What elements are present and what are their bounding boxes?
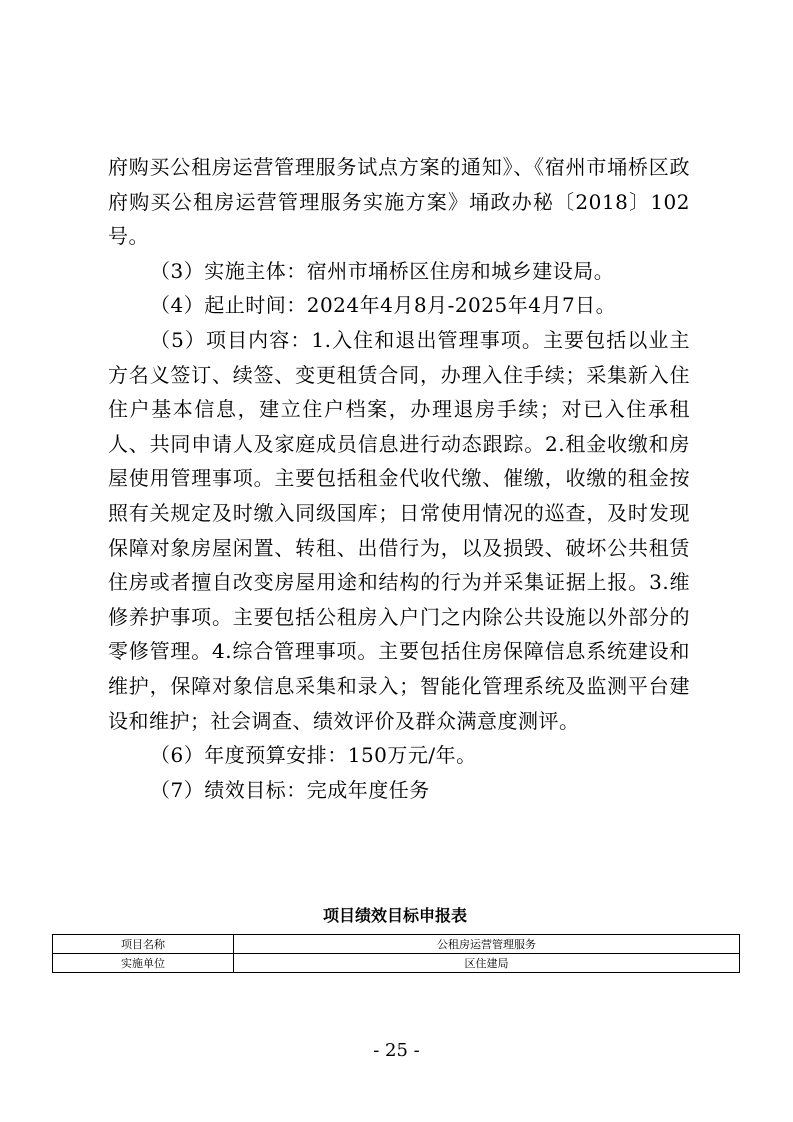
table-cell-value: 公租房运营管理服务 <box>234 935 740 954</box>
page-number: - 25 - <box>373 1040 420 1061</box>
paragraph-budget: （6）年度预算安排：150万元/年。 <box>150 743 477 768</box>
table-cell-value: 区住建局 <box>234 954 740 973</box>
paragraph-continuation: 府购买公租房运营管理服务试点方案的通知》、《宿州市埇桥区政府购买公租房运营管理服务实施方案》埇政办秘〔2018〕102号。 <box>108 155 690 249</box>
paragraph-implementing-body: （3）实施主体：宿州市埇桥区住房和城乡建设局。 <box>150 258 615 283</box>
performance-table <box>52 934 740 973</box>
document-body <box>108 150 690 807</box>
paragraph-period: （4）起止时间：2024年4月8月-2025年4月7日。 <box>150 293 617 318</box>
paragraph-performance-goal: （7）绩效目标：完成年度任务 <box>150 777 430 802</box>
table-cell-label: 实施单位 <box>53 954 234 973</box>
paragraph-project-content: （5）项目内容：1.入住和退出管理事项。主要包括以业主方名义签订、续签、变更租赁合同，办理入住手续；采集新入住住户基本信息，建立住户档案，办理退房手续；对已入住承租人、共同申请人及家庭成员信息进行动态跟踪。2.租金收缴和房屋使用管理事项。主要包括租金代收代缴、催缴，收缴的租金按照有关规定及时缴入同级国库；日常使用情况的巡查，及时发现保障对象房屋闲置、转租、出借行为，以及损毁、破坏公共租赁住房或者擅自改变房屋用途和结构的行为并采集证据上报。3.维修养护事项。主要包括公租房入户门之内除公共设施以外部分的零修管理。4.综合管理事项。主要包括住房保障信息系统建设和维护，保障对象信息采集和录入；智能化管理系统及监测平台建设和维护；社会调查、绩效评价及群众满意度测评。 <box>108 327 690 733</box>
table-cell-label: 项目名称 <box>53 935 234 954</box>
table-title: 项目绩效目标申报表 <box>322 906 467 925</box>
table-row <box>53 954 740 973</box>
table-row <box>53 935 740 954</box>
